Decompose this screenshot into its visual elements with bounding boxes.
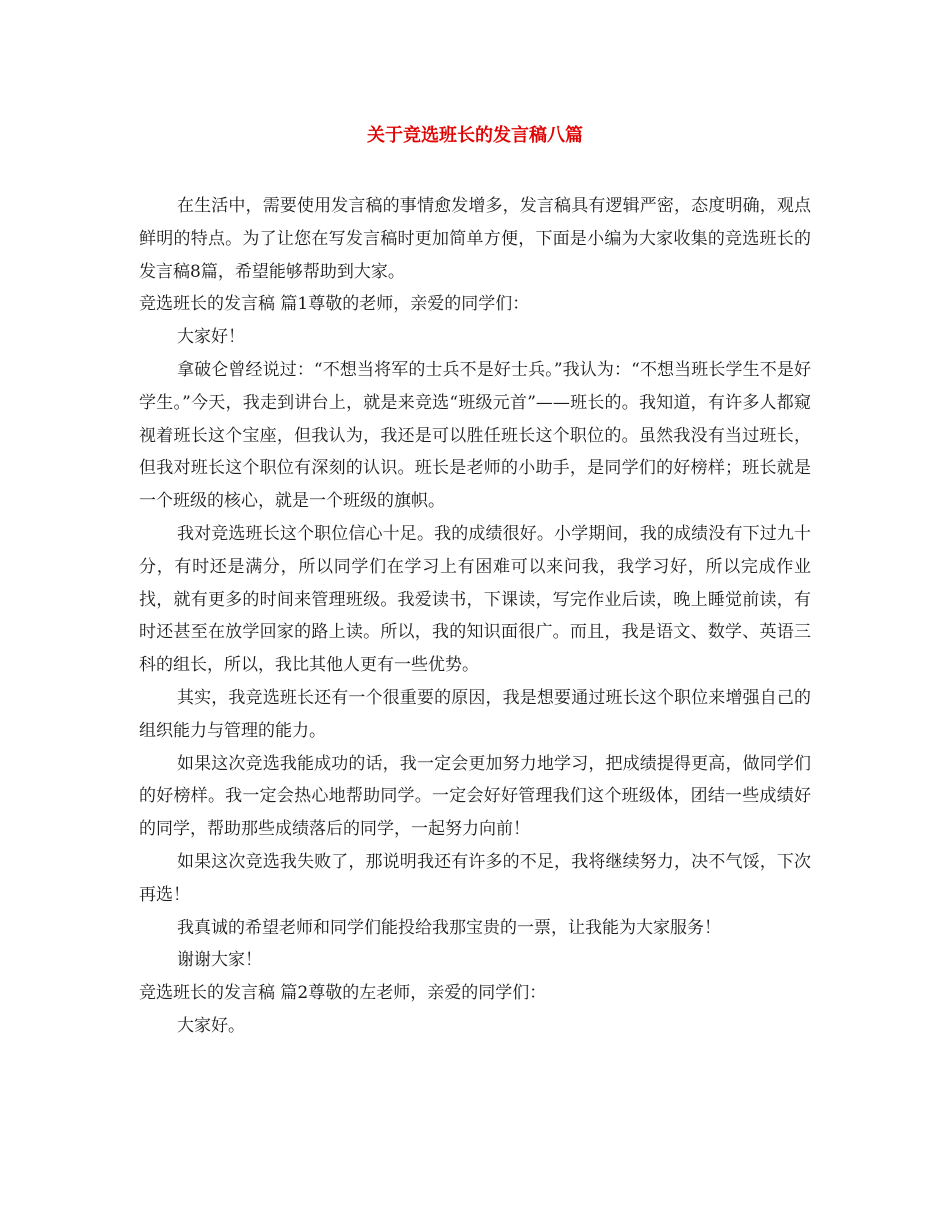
body-paragraph: 我对竞选班长这个职位信心十足。我的成绩很好。小学期间，我的成绩没有下过九十分，有时还是满分，所以同学们在学习上有困难可以来问我，我学习好，所以完成作业找，就有更多的时间来管理班级。我爱读书，下课读，写完作业后读，晚上睡觉前读，有时还甚至在放学回家的路上读。所以，我的知识面很广。而且，我是语文、数学、英语三科的组长，所以，我比其他人更有一些优势。 <box>139 523 811 676</box>
greeting-paragraph: 大家好！ <box>177 327 245 348</box>
body-paragraph: 如果这次竞选我能成功的话，我一定会更加努力地学习，把成绩提得更高，做同学们的好榜样。我一定会热心地帮助同学。一定会好好管理我们这个班级体，团结一些成绩好的同学，帮助那些成绩落后的同学，一起努力向前！ <box>139 753 811 840</box>
section-heading-1: 竞选班长的发言稿 篇1尊敬的老师，亲爱的同学们： <box>139 294 530 315</box>
section-heading-2: 竞选班长的发言稿 篇2尊敬的左老师，亲爱的同学们： <box>139 983 547 1004</box>
body-paragraph: 拿破仑曾经说过：“不想当将军的士兵不是好士兵。”我认为：“不想当班长学生不是好学生。”今天，我走到讲台上，就是来竞选“班级元首”——班长的。我知道，有许多人都窥视着班长这个宝座，但我认为，我还是可以胜任班长这个职位的。虽然我没有当过班长，但我对班长这个职位有深刻的认识。班长是老师的小助手，是同学们的好榜样；班长就是一个班级的核心，就是一个班级的旗帜。 <box>139 359 811 512</box>
document-title: 关于竞选班长的发言稿八篇 <box>367 125 583 146</box>
body-paragraph: 其实，我竞选班长还有一个很重要的原因，我是想要通过班长这个职位来增强自己的组织能力与管理的能力。 <box>139 687 811 741</box>
document-body <box>139 190 811 1043</box>
body-paragraph: 如果这次竞选我失败了，那说明我还有许多的不足，我将继续努力，决不气馁，下次再选！ <box>139 851 811 905</box>
intro-paragraph: 在生活中，需要使用发言稿的事情愈发增多，发言稿具有逻辑严密，态度明确，观点鲜明的特点。为了让您在写发言稿时更加简单方便，下面是小编为大家收集的竞选班长的发言稿8篇，希望能够帮助到大家。 <box>139 196 811 282</box>
body-paragraph: 我真诚的希望老师和同学们能投给我那宝贵的一票，让我能为大家服务！ <box>177 917 721 938</box>
greeting-paragraph: 大家好。 <box>177 1015 245 1036</box>
closing-paragraph: 谢谢大家！ <box>177 950 262 971</box>
